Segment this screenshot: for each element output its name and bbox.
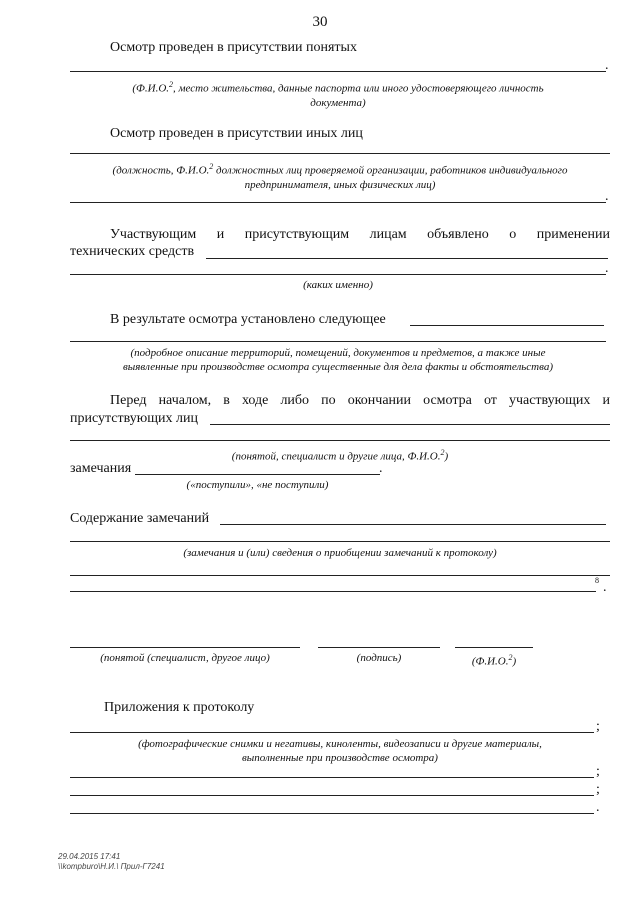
- attachments-end-mark-4: .: [596, 800, 600, 815]
- remarks-status-end-mark: .: [379, 461, 383, 476]
- witnesses-end-mark: .: [605, 58, 609, 73]
- signature-name-sup: 2: [508, 653, 513, 662]
- witnesses-note: [70, 78, 606, 110]
- attachments-line-3[interactable]: [70, 795, 594, 796]
- remarks-word-5: либо: [280, 393, 310, 408]
- tech-word-2: и: [216, 227, 225, 242]
- remarks-word-4: ходе: [241, 393, 269, 408]
- attachments-note-line1: (фотографические снимки и негативы, киноленты, видеозаписи и другие материалы,: [138, 738, 542, 750]
- remarks-source-note-b: ): [444, 450, 449, 463]
- attachments-heading: Приложения к протоколу: [104, 700, 255, 715]
- signature-name-b: ): [512, 655, 517, 668]
- remarks-word-3: в: [223, 393, 230, 408]
- other-persons-end-mark: .: [605, 189, 609, 204]
- signature-person-line[interactable]: [70, 647, 300, 648]
- remarks-source-note-a: (понятой, специалист и другие лица, Ф.И.О.: [231, 450, 441, 463]
- remarks-source-note: [70, 446, 610, 464]
- inspection-result-note-line2: выявленные при производстве осмотра существенные для дела факты и обстоятельства): [123, 361, 553, 373]
- remarks-content-label: Содержание замечаний: [70, 511, 210, 526]
- remarks-content-note: (замечания и (или) сведения о приобщении замечаний к протоколу): [183, 547, 497, 559]
- witnesses-note-sup: 2: [169, 80, 174, 89]
- remarks-word-1: Перед: [110, 393, 147, 408]
- signature-person-caption: (понятой (специалист, другое лицо): [100, 652, 270, 664]
- other-persons-line[interactable]: [70, 153, 610, 154]
- other-persons-note: [70, 160, 610, 192]
- technical-means-sentence: [110, 227, 610, 243]
- attachments-line[interactable]: [70, 732, 594, 733]
- witnesses-note-line2: документа): [310, 96, 366, 109]
- remarks-content-footnote-ref: 8: [595, 576, 599, 585]
- remarks-content-line-3[interactable]: [70, 575, 610, 576]
- tech-word-3: присутствующим: [244, 227, 350, 242]
- signature-name-caption: [455, 651, 533, 669]
- witnesses-note-a: (Ф.И.О.: [132, 82, 170, 95]
- technical-means-label: технических средств: [70, 244, 195, 259]
- remarks-status-line[interactable]: [135, 474, 380, 475]
- attachments-note-line2: выполненные при производстве осмотра): [242, 752, 438, 764]
- remarks-source-sentence: [110, 393, 610, 409]
- tech-word-5: объявлено: [427, 227, 489, 242]
- tech-word-7: применении: [536, 227, 610, 242]
- attachments-end-mark-2: ;: [596, 764, 600, 779]
- inspection-result-note: [70, 346, 606, 374]
- technical-means-note: (каких именно): [303, 279, 373, 291]
- other-persons-heading: Осмотр проведен в присутствии иных лиц: [110, 126, 363, 141]
- remarks-source-label: присутствующих лиц: [70, 411, 198, 426]
- remarks-status-label: замечания: [70, 461, 132, 476]
- remarks-status-note: («поступили», «не поступили): [186, 479, 329, 491]
- inspection-result-line[interactable]: [410, 325, 604, 326]
- remarks-source-line-2[interactable]: [70, 440, 610, 441]
- page-number: 30: [312, 14, 328, 30]
- witnesses-note-b: , место жительства, данные паспорта или иного удостоверяющего личность: [173, 82, 544, 95]
- remarks-source-note-sup: 2: [440, 448, 445, 457]
- remarks-content-end-mark: .: [603, 580, 607, 595]
- remarks-word-11: и: [602, 393, 610, 408]
- remarks-word-7: окончании: [347, 393, 412, 408]
- attachments-end-mark-3: ;: [596, 782, 600, 797]
- signature-name-line[interactable]: [455, 647, 533, 648]
- remarks-content-line-4[interactable]: [70, 591, 596, 592]
- inspection-result-note-line1: (подробное описание территорий, помещений, документов и предметов, а также иные: [130, 347, 546, 359]
- tech-word-1: Участвующим: [110, 227, 197, 242]
- tech-word-6: о: [509, 227, 517, 242]
- technical-means-line[interactable]: [206, 258, 608, 259]
- inspection-result-line-2[interactable]: [70, 341, 606, 342]
- attachments-note: [70, 737, 610, 765]
- witnesses-line[interactable]: [70, 71, 606, 72]
- remarks-word-8: осмотра: [423, 393, 472, 408]
- other-persons-note-a: (должность, Ф.И.О.: [112, 164, 210, 177]
- other-persons-note-sup: 2: [209, 162, 214, 171]
- signature-sign-line[interactable]: [318, 647, 440, 648]
- remarks-word-2: началом,: [158, 393, 212, 408]
- attachments-end-mark: ;: [596, 719, 600, 734]
- attachments-line-4[interactable]: [70, 813, 594, 814]
- other-persons-line-2[interactable]: [70, 202, 606, 203]
- signature-sign-caption: (подпись): [356, 652, 402, 664]
- technical-means-end-mark: .: [605, 261, 609, 276]
- remarks-content-line[interactable]: [220, 524, 606, 525]
- signature-name-a: (Ф.И.О.: [471, 655, 509, 668]
- remarks-source-line[interactable]: [210, 424, 610, 425]
- inspection-result-heading: В результате осмотра установлено следующее: [110, 312, 386, 327]
- witnesses-heading: Осмотр проведен в присутствии понятых: [110, 40, 357, 55]
- other-persons-note-line2: предпринимателя, иных физических лиц): [244, 178, 436, 191]
- remarks-word-6: по: [321, 393, 336, 408]
- remarks-word-10: участвующих: [508, 393, 591, 408]
- footer-timestamp: 29.04.2015 17:41: [58, 852, 121, 861]
- footer-file-ref: \\kompburo\Н.И.\ Прил-Г7241: [58, 862, 165, 871]
- technical-means-line-2[interactable]: [70, 274, 606, 275]
- remarks-content-line-2[interactable]: [70, 541, 610, 542]
- tech-word-4: лицам: [369, 227, 407, 242]
- other-persons-note-b: должностных лиц проверяемой организации, работников индивидуального: [213, 164, 568, 177]
- remarks-word-9: от: [483, 393, 497, 408]
- attachments-line-2[interactable]: [70, 777, 594, 778]
